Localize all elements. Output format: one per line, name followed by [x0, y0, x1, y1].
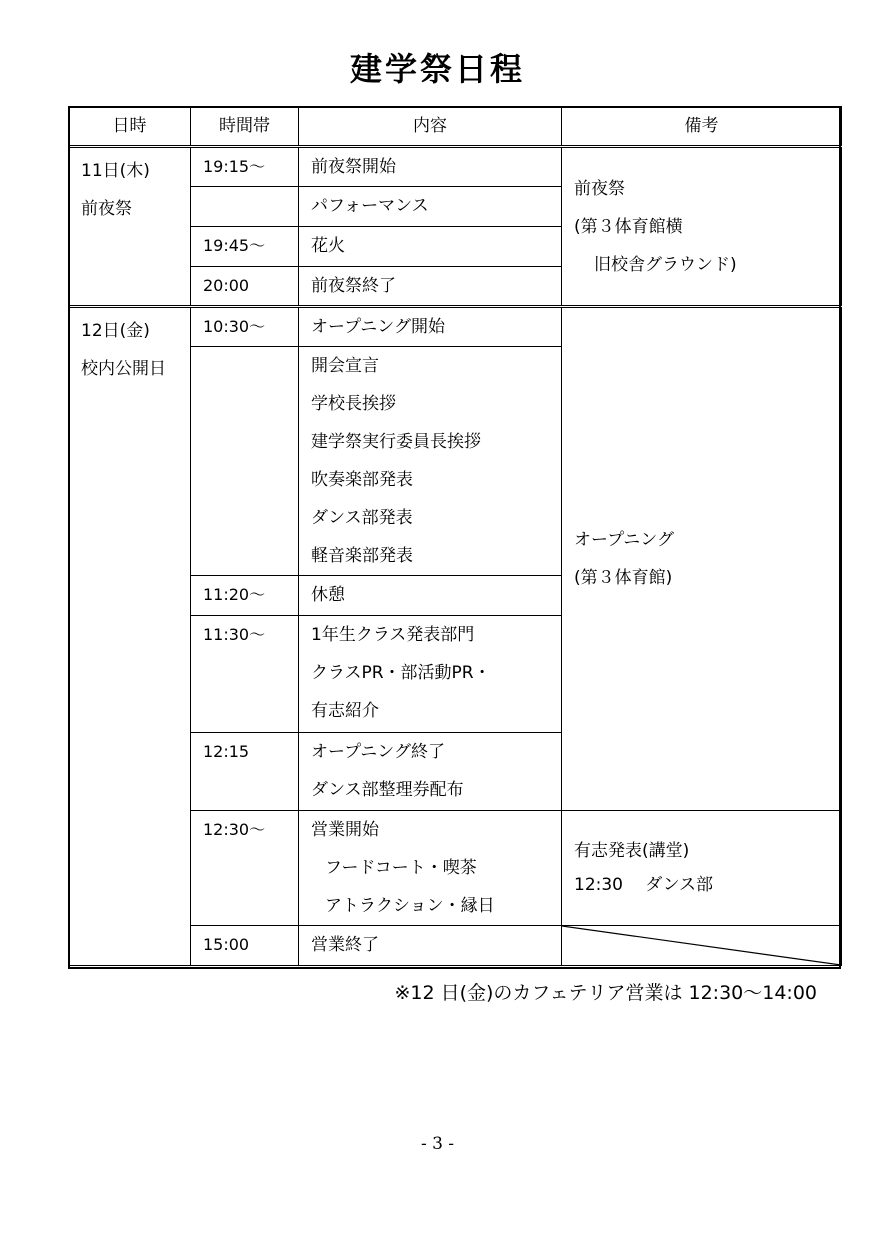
time-cell [191, 187, 299, 227]
content-line: オープニング終了 [311, 742, 445, 762]
header-content: 内容 [299, 107, 562, 147]
content-line: 1年生クラス発表部門 [311, 625, 475, 645]
remark-line: 旧校舎グラウンド) [594, 254, 737, 275]
remark-line: 前夜祭 [574, 178, 625, 199]
content-line: 学校長挨拶 [311, 394, 396, 414]
time-cell: 12:30〜 [191, 811, 299, 926]
content-line: アトラクション・縁日 [325, 896, 495, 916]
content-cell: 休憩 [299, 576, 562, 616]
schedule-table [68, 106, 842, 966]
day2-remarks-business [562, 811, 842, 926]
table-row [69, 307, 842, 347]
content-line: 開会宣言 [311, 356, 379, 376]
header-remarks: 備考 [562, 107, 842, 147]
day1-date: 11日(木) [81, 161, 150, 181]
day2-remarks-opening [562, 307, 842, 811]
day2-label: 校内公開日 [81, 359, 166, 379]
content-cell: 花火 [299, 227, 562, 267]
content-line: 営業開始 [311, 820, 379, 840]
header-timeslot: 時間帯 [191, 107, 299, 147]
content-line: ダンス部整理券配布 [311, 780, 464, 800]
content-line: クラスPR・部活動PR・ [311, 663, 491, 683]
day1-cell [69, 147, 191, 307]
content-cell: パフォーマンス [299, 187, 562, 227]
content-line: 建学祭実行委員長挨拶 [311, 432, 481, 452]
content-line: 有志紹介 [311, 701, 379, 721]
header-datetime: 日時 [69, 107, 191, 147]
remark-line: (第３体育館横 [574, 216, 683, 237]
time-cell: 19:15〜 [191, 147, 299, 187]
table-row [69, 147, 842, 187]
content-cell [299, 733, 562, 811]
content-line: 吹奏楽部発表 [311, 470, 413, 490]
time-cell: 15:00 [191, 926, 299, 966]
time-cell: 12:15 [191, 733, 299, 811]
content-cell [299, 616, 562, 733]
remark-line: (第３体育館) [574, 568, 673, 588]
day1-group [69, 147, 842, 307]
time-cell: 20:00 [191, 267, 299, 307]
content-cell: オープニング開始 [299, 307, 562, 347]
content-line: フードコート・喫茶 [325, 858, 477, 878]
day2-cell [69, 307, 191, 966]
content-line: 軽音楽部発表 [311, 546, 413, 566]
diagonal-line [562, 926, 841, 965]
page-title: 建学祭日程 [349, 50, 525, 88]
time-cell: 11:20〜 [191, 576, 299, 616]
content-cell: 前夜祭終了 [299, 267, 562, 307]
page-number: - 3 - [420, 1134, 455, 1154]
time-cell: 11:30〜 [191, 616, 299, 733]
content-cell [299, 811, 562, 926]
remark-line: 有志発表(講堂) [574, 841, 690, 861]
content-cell: 営業終了 [299, 926, 562, 966]
footnote: ※12 日(金)のカフェテリア営業は 12:30〜14:00 [394, 982, 817, 1004]
day2-group [69, 307, 842, 966]
time-cell: 10:30〜 [191, 307, 299, 347]
content-cell [299, 347, 562, 576]
day1-label: 前夜祭 [81, 199, 132, 219]
day1-remarks [562, 147, 842, 307]
time-cell [191, 347, 299, 576]
content-cell: 前夜祭開始 [299, 147, 562, 187]
content-line: ダンス部発表 [311, 508, 413, 528]
remark-line: オープニング [574, 530, 674, 550]
day2-date: 12日(金) [81, 321, 150, 341]
header-row [69, 107, 842, 147]
remark-line: 12:30 ダンス部 [574, 875, 714, 895]
time-cell: 19:45〜 [191, 227, 299, 267]
empty-diagonal-cell [562, 926, 842, 966]
